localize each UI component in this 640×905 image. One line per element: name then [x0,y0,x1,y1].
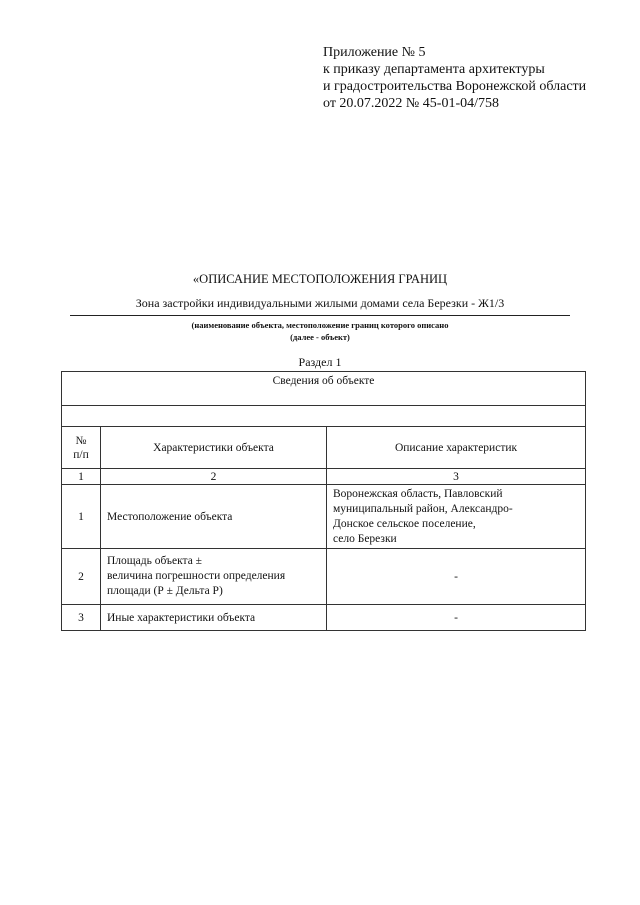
row-num: 2 [62,549,101,605]
row-characteristic: Иные характеристики объекта [101,605,327,631]
row-num: 3 [62,605,101,631]
col-number-2: 2 [101,469,327,485]
appendix-line-2: к приказу департамента архитектуры [323,62,545,77]
table-header-row [62,427,586,469]
appendix-block [323,44,586,112]
appendix-line-3: и градостроительства Воронежской области [323,79,587,94]
blank-cell [62,406,586,427]
caption-line-1: (наименование объекта, местоположение границ которого описано [191,320,449,330]
table-row [62,549,586,605]
col-number-1: 1 [62,469,101,485]
object-name: Зона застройки индивидуальными жилыми домами села Березки - Ж1/3 [135,296,505,310]
header-characteristic: Характеристики объекта [101,427,327,469]
document-title: «ОПИСАНИЕ МЕСТОПОЛОЖЕНИЯ ГРАНИЦ [192,272,448,286]
caption-line-2: (далее - объект) [290,332,350,342]
row-description: - [327,605,586,631]
object-info-table [61,371,586,631]
underline-rule [70,315,570,316]
table-title-row [62,372,586,406]
object-name-caption [0,319,640,343]
section-label: Раздел 1 [298,355,342,369]
header-num: № п/п [62,427,101,469]
table-blank-row [62,406,586,427]
header-description: Описание характеристик [327,427,586,469]
row-characteristic: Площадь объекта ± величина погрешности определения площади (Р ± Дельта Р) [101,549,327,605]
table-title: Сведения об объекте [62,372,586,406]
column-number-row [62,469,586,485]
col-number-3: 3 [327,469,586,485]
table-row [62,485,586,549]
table-row [62,605,586,631]
row-description: Воронежская область, Павловский муниципальный район, Александро- Донское сельское поселение, село Березки [327,485,586,549]
row-characteristic: Местоположение объекта [101,485,327,549]
appendix-line-4: от 20.07.2022 № 45-01-04/758 [323,96,500,111]
appendix-line-1: Приложение № 5 [323,45,426,60]
row-num: 1 [62,485,101,549]
row-description: - [327,549,586,605]
